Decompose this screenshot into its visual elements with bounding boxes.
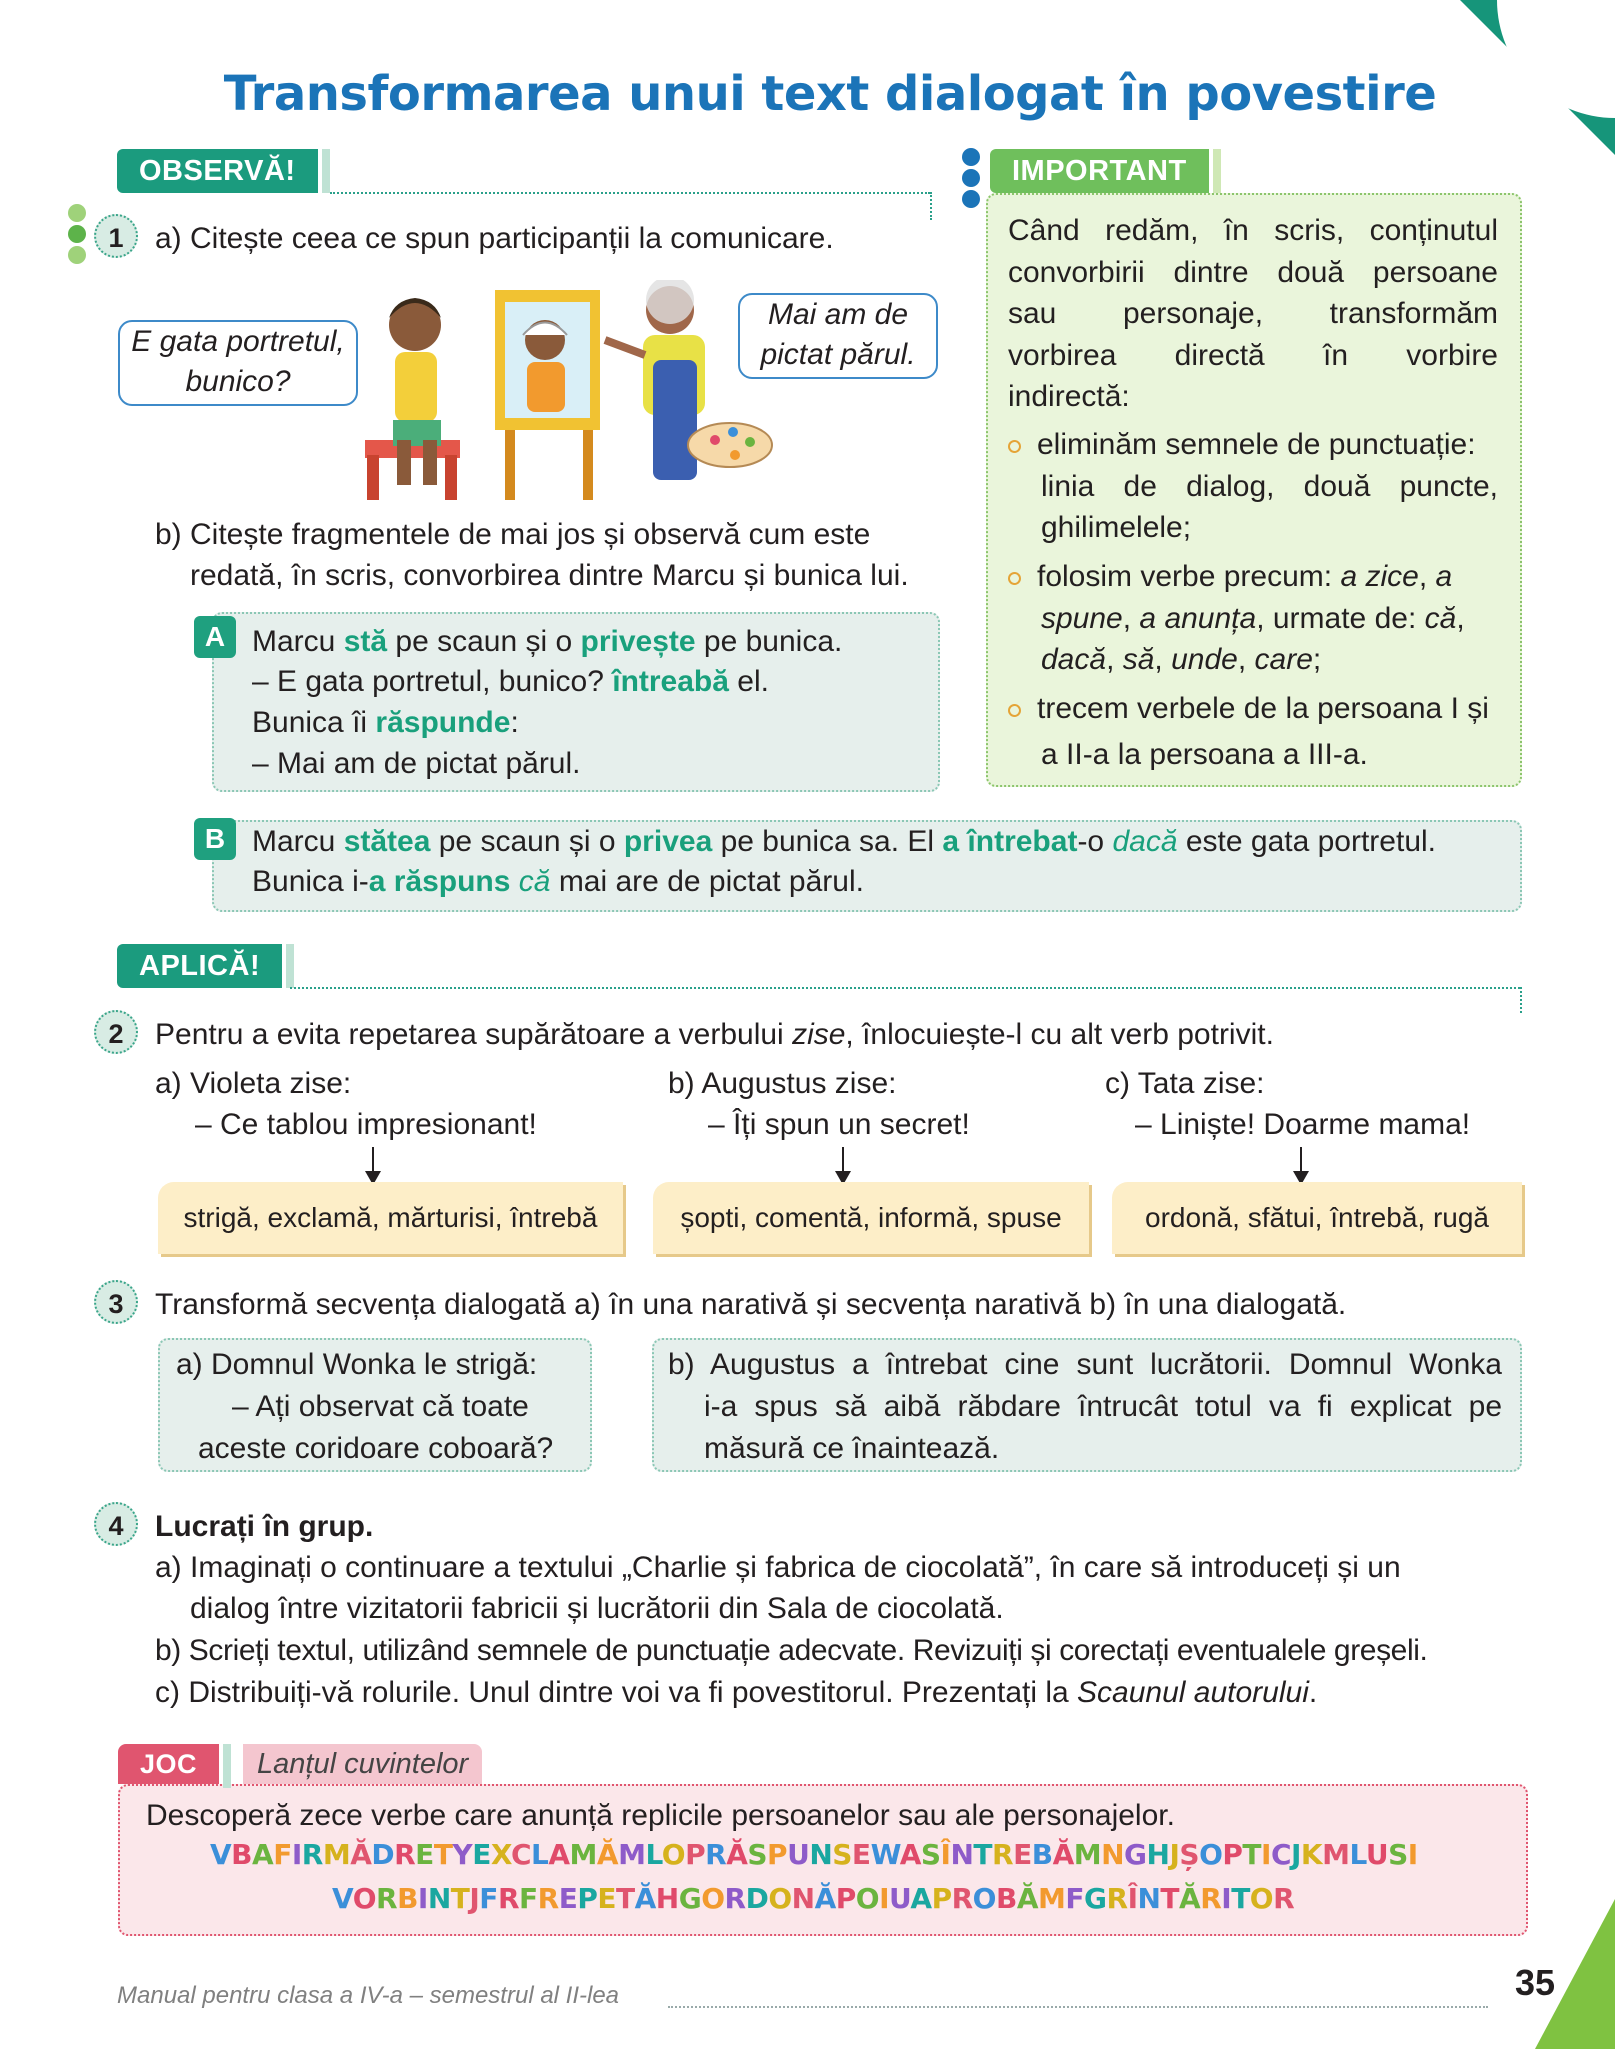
aplica-tag: APLICĂ! bbox=[117, 944, 282, 988]
footer-dotline bbox=[668, 2006, 1488, 2008]
word-chain-letter[interactable]: L bbox=[1349, 1838, 1366, 1871]
word-chain-letter[interactable]: U bbox=[889, 1882, 911, 1915]
word-chain-letter[interactable]: D bbox=[745, 1882, 769, 1915]
fragment-b-line2: Bunica i-a răspuns că mai are de pictat părul. bbox=[252, 865, 864, 898]
exercise-1-number: 1 bbox=[94, 214, 138, 258]
word-chain-letter[interactable]: K bbox=[1300, 1838, 1323, 1871]
word-chain-letter[interactable]: E bbox=[472, 1838, 491, 1871]
page-title: Transformarea unui text dialogat în povestire bbox=[223, 66, 1437, 122]
word-chain-letter[interactable]: R bbox=[376, 1882, 398, 1915]
word-chain-letter[interactable]: B bbox=[1031, 1838, 1053, 1871]
word-chain-letter[interactable]: C bbox=[1270, 1838, 1291, 1871]
word-chain-letter[interactable]: J bbox=[1291, 1838, 1301, 1871]
word-chain-letter[interactable]: F bbox=[479, 1882, 498, 1915]
page-number: 35 bbox=[1515, 1962, 1556, 2003]
word-chain-letter[interactable]: Ă bbox=[1016, 1882, 1038, 1915]
word-chain-letter[interactable]: N bbox=[950, 1838, 974, 1871]
word-chain-letter[interactable]: H bbox=[655, 1882, 679, 1915]
word-chain-letter[interactable]: B bbox=[231, 1838, 253, 1871]
word-chain-letter[interactable]: R bbox=[992, 1838, 1014, 1871]
word-chain-letter[interactable]: B bbox=[995, 1882, 1017, 1915]
word-chain-letter[interactable]: N bbox=[809, 1838, 833, 1871]
word-chain-letter[interactable]: F bbox=[519, 1882, 538, 1915]
word-chain-letter[interactable]: Ă bbox=[350, 1838, 372, 1871]
word-chain-letter[interactable]: R bbox=[394, 1838, 416, 1871]
illustration-portrait-painting bbox=[355, 280, 795, 505]
word-chain-letter[interactable]: L bbox=[645, 1838, 662, 1871]
word-chain-letter[interactable]: M bbox=[322, 1838, 351, 1871]
word-chain-letter[interactable]: D bbox=[371, 1838, 395, 1871]
observa-dotline-end bbox=[930, 192, 932, 220]
word-chain-letter[interactable]: M bbox=[569, 1838, 597, 1871]
word-chain-row-2[interactable] bbox=[332, 1882, 1294, 1915]
arrow-down-icon bbox=[372, 1147, 374, 1183]
word-chain-letter[interactable]: R bbox=[951, 1882, 973, 1915]
word-chain-letter[interactable]: H bbox=[1146, 1838, 1170, 1871]
word-chain-letter[interactable]: P bbox=[577, 1882, 598, 1915]
word-chain-letter[interactable]: U bbox=[1365, 1838, 1389, 1871]
ex2-text: Pentru a evita repetarea supărătoare a verbului zise, înlocuiește-l cu alt verb potrivit. bbox=[155, 1018, 1274, 1051]
ex3-b-text: b) Augustus a întrebat cine sunt lucrătorii. Domnul Wonka i-a spus să aibă răbdare întrucât totul va fi explicat pe măsură ce înaintează. bbox=[668, 1348, 1502, 1465]
important-tag: IMPORTANT bbox=[990, 149, 1209, 193]
word-chain-letter[interactable]: O bbox=[352, 1882, 376, 1915]
word-chain-letter[interactable]: V bbox=[332, 1882, 353, 1915]
word-chain-letter[interactable]: W bbox=[870, 1838, 900, 1871]
ex4-a-line1: a) Imaginați o continuare a textului „Charlie și fabrica de ciocolată”, în care să introduceți și un bbox=[155, 1551, 1401, 1584]
word-chain-letter[interactable]: T bbox=[1231, 1882, 1250, 1915]
verb-options-b: șopti, comentă, informă, spuse bbox=[653, 1182, 1089, 1254]
bubble-right-line2: pictat părul. bbox=[760, 338, 916, 371]
word-chain-letter[interactable]: T bbox=[450, 1882, 470, 1915]
word-chain-letter[interactable]: Ă bbox=[596, 1838, 619, 1871]
ex3-text: Transformă secvența dialogată a) în una narativă și secvența narativă b) în una dialogată. bbox=[155, 1288, 1347, 1321]
word-chain-letter[interactable]: E bbox=[415, 1838, 434, 1871]
word-chain-letter[interactable]: T bbox=[433, 1838, 453, 1871]
word-chain-letter[interactable]: O bbox=[855, 1882, 880, 1915]
word-chain-letter[interactable]: N bbox=[791, 1882, 815, 1915]
word-chain-letter[interactable]: C bbox=[510, 1838, 531, 1871]
ex1-b-line2: redată, în scris, convorbirea dintre Marcu și bunica lui. bbox=[190, 559, 909, 592]
word-chain-letter[interactable]: S bbox=[747, 1838, 768, 1871]
ex2-b-quote: – Îți spun un secret! bbox=[708, 1108, 970, 1141]
ex2-c-label: c) Tata zise: bbox=[1105, 1067, 1265, 1100]
verb-options-c: ordonă, sfătui, întrebă, rugă bbox=[1112, 1182, 1522, 1254]
important-bullet-1: eliminăm semnele de punctuație: linia de dialog, două puncte, ghilimelele; bbox=[1008, 424, 1498, 549]
word-chain-letter[interactable]: Ă bbox=[1179, 1882, 1201, 1915]
word-chain-letter[interactable]: G bbox=[1084, 1882, 1107, 1915]
word-chain-row-1[interactable] bbox=[210, 1838, 1418, 1871]
fragment-a-line3: Bunica îi răspunde: bbox=[252, 706, 519, 739]
word-chain-letter[interactable]: A bbox=[899, 1838, 921, 1871]
word-chain-letter[interactable]: T bbox=[973, 1838, 993, 1871]
important-intro: Când redăm, în scris, conținutul convorbirii dintre două persoane sau personaje, transformăm vorbirea directă în vorbire indirectă: bbox=[1008, 214, 1498, 413]
word-chain-letter[interactable]: Î bbox=[940, 1838, 951, 1871]
word-chain-letter[interactable]: B bbox=[397, 1882, 418, 1915]
word-chain-letter[interactable]: E bbox=[1013, 1838, 1032, 1871]
word-chain-letter[interactable]: R bbox=[497, 1882, 519, 1915]
word-chain-letter[interactable]: O bbox=[1199, 1838, 1223, 1871]
bubble-left-line2: bunico? bbox=[185, 365, 291, 398]
aplica-dotline bbox=[290, 987, 1520, 989]
word-chain-letter[interactable]: J bbox=[469, 1882, 480, 1915]
word-chain-letter[interactable]: U bbox=[787, 1838, 810, 1871]
blue-dots-icon bbox=[962, 148, 980, 211]
word-chain-letter[interactable]: S bbox=[1388, 1838, 1408, 1871]
word-chain-letter[interactable]: N bbox=[1137, 1882, 1161, 1915]
word-chain-letter[interactable]: M bbox=[1073, 1838, 1102, 1871]
word-chain-letter[interactable]: Ă bbox=[726, 1838, 748, 1871]
word-chain-letter[interactable]: Y bbox=[452, 1838, 473, 1871]
fragment-a-line2: – E gata portretul, bunico? întreabă el. bbox=[252, 665, 769, 698]
fragment-b-line1: Marcu stătea pe scaun și o privea pe bunica sa. El a întrebat-o dacă este gata portretul. bbox=[252, 825, 1437, 858]
word-chain-letter[interactable]: S bbox=[832, 1838, 852, 1871]
word-chain-letter[interactable]: O bbox=[972, 1882, 996, 1915]
word-chain-letter[interactable]: N bbox=[427, 1882, 451, 1915]
word-chain-letter[interactable]: Ș bbox=[1179, 1838, 1200, 1871]
bullet-icon bbox=[1008, 440, 1021, 453]
word-chain-letter[interactable]: R bbox=[724, 1882, 746, 1915]
ex2-b-label: b) Augustus zise: bbox=[668, 1067, 897, 1100]
word-chain-letter[interactable]: Ă bbox=[1052, 1838, 1074, 1871]
ex4-title: Lucrați în grup. bbox=[155, 1510, 374, 1543]
important-bullet-3: trecem verbele de la persoana I și a II-a la persoana a III-a. bbox=[1008, 686, 1498, 778]
word-chain-letter[interactable]: T bbox=[1242, 1838, 1262, 1871]
word-chain-letter[interactable]: A bbox=[252, 1838, 274, 1871]
word-chain-letter[interactable]: F bbox=[1065, 1882, 1085, 1915]
word-chain-letter[interactable]: E bbox=[597, 1882, 617, 1915]
word-chain-letter[interactable]: P bbox=[931, 1882, 952, 1915]
fragment-b-badge: B bbox=[194, 818, 236, 860]
word-chain-letter[interactable]: G bbox=[1124, 1838, 1147, 1871]
ex1-b-line1: b) Citește fragmentele de mai jos și observă cum este bbox=[155, 518, 871, 551]
observa-dotline bbox=[330, 192, 930, 194]
word-chain-letter[interactable]: G bbox=[678, 1882, 702, 1915]
word-chain-letter[interactable]: M bbox=[1038, 1882, 1066, 1915]
word-chain-letter[interactable]: M bbox=[618, 1838, 646, 1871]
exercise-2-number: 2 bbox=[94, 1010, 138, 1054]
word-chain-letter[interactable]: R bbox=[537, 1882, 559, 1915]
observa-tag: OBSERVĂ! bbox=[117, 149, 318, 193]
word-chain-letter[interactable]: M bbox=[1322, 1838, 1350, 1871]
word-chain-letter[interactable]: R bbox=[1200, 1882, 1222, 1915]
word-chain-letter[interactable]: I bbox=[1221, 1882, 1232, 1915]
word-chain-letter[interactable]: O bbox=[661, 1838, 686, 1871]
word-chain-letter[interactable]: L bbox=[531, 1838, 549, 1871]
ex3-a-text: a) Domnul Wonka le strigă: – Ați observat că toate aceste coridoare coboară? bbox=[176, 1348, 554, 1465]
word-chain-letter[interactable]: P bbox=[835, 1882, 856, 1915]
joc-subtitle: Lanțul cuvintelor bbox=[243, 1744, 482, 1784]
ex2-a-label: a) Violeta zise: bbox=[155, 1067, 352, 1100]
word-chain-letter[interactable]: P bbox=[767, 1838, 788, 1871]
ex2-c-quote: – Liniște! Doarme mama! bbox=[1135, 1108, 1471, 1141]
exercise-3-number: 3 bbox=[94, 1280, 138, 1324]
word-chain-letter[interactable]: S bbox=[920, 1838, 941, 1871]
word-chain-letter[interactable]: A bbox=[910, 1882, 932, 1915]
word-chain-letter[interactable]: X bbox=[490, 1838, 511, 1871]
word-chain-letter[interactable]: O bbox=[768, 1882, 792, 1915]
speech-bubble-left bbox=[118, 320, 358, 406]
word-chain-letter[interactable]: Î bbox=[1127, 1882, 1138, 1915]
word-chain-letter[interactable]: R bbox=[1273, 1882, 1295, 1915]
word-chain-letter[interactable]: I bbox=[417, 1882, 428, 1915]
word-chain-letter[interactable]: T bbox=[616, 1882, 635, 1915]
footer-text: Manual pentru clasa a IV-a – semestrul al II-lea bbox=[117, 1982, 620, 2009]
word-chain-letter[interactable]: T bbox=[1160, 1882, 1180, 1915]
ex2-a-quote: – Ce tablou impresionant! bbox=[195, 1108, 537, 1141]
word-chain-letter[interactable]: E bbox=[558, 1882, 578, 1915]
fragment-a-line1: Marcu stă pe scaun și o privește pe bunica. bbox=[252, 625, 843, 658]
green-dots-icon bbox=[68, 204, 86, 267]
word-chain-letter[interactable]: I bbox=[879, 1882, 890, 1915]
word-chain-letter[interactable]: P bbox=[1222, 1838, 1243, 1871]
verb-options-a: strigă, exclamă, mărturisi, întrebă bbox=[158, 1182, 623, 1254]
ex4-b: b) Scrieți textul, utilizând semnele de punctuație adecvate. Revizuiți și corectați eventualele greșeli. bbox=[155, 1634, 1428, 1667]
bubble-right-line1: Mai am de bbox=[767, 298, 909, 331]
word-chain-letter[interactable]: E bbox=[851, 1838, 871, 1871]
word-chain-letter[interactable]: N bbox=[1101, 1838, 1125, 1871]
word-chain-letter[interactable]: O bbox=[701, 1882, 725, 1915]
word-chain-letter[interactable]: A bbox=[548, 1838, 570, 1871]
word-chain-letter[interactable]: R bbox=[705, 1838, 727, 1871]
important-bullet-2: folosim verbe precum: a zice, a spune, a anunța, urmate de: că, dacă, să, unde, care; bbox=[1008, 556, 1498, 681]
ex4-a-line2: dialog între vizitatorii fabricii și lucrătorii din Sala de ciocolată. bbox=[190, 1592, 1004, 1625]
word-chain-letter[interactable]: R bbox=[1106, 1882, 1128, 1915]
arrow-down-icon bbox=[1300, 1147, 1302, 1183]
ex4-c: c) Distribuiți-vă rolurile. Unul dintre voi va fi povestitorul. Prezentați la Scaunul autorului. bbox=[155, 1676, 1318, 1709]
bullet-icon bbox=[1008, 704, 1021, 717]
joc-instruction: Descoperă zece verbe care anunță replicile persoanelor sau ale personajelor. bbox=[146, 1799, 1175, 1832]
bubble-left-line1: E gata portretul, bbox=[131, 325, 345, 358]
word-chain-letter[interactable]: Ă bbox=[814, 1882, 836, 1915]
word-chain-letter[interactable]: Ă bbox=[634, 1882, 656, 1915]
word-chain-letter[interactable]: I bbox=[1261, 1838, 1271, 1871]
bullet-icon bbox=[1008, 572, 1021, 585]
word-chain-letter[interactable]: R bbox=[301, 1838, 323, 1871]
word-chain-letter[interactable]: I bbox=[291, 1838, 302, 1871]
fragment-a-line4: – Mai am de pictat părul. bbox=[252, 747, 581, 780]
joc-tag: JOC bbox=[118, 1744, 219, 1784]
exercise-4-number: 4 bbox=[94, 1502, 138, 1546]
word-chain-letter[interactable]: J bbox=[1169, 1838, 1180, 1871]
word-chain-letter[interactable]: F bbox=[273, 1838, 292, 1871]
fragment-a-badge: A bbox=[194, 616, 236, 658]
word-chain-letter[interactable]: I bbox=[1407, 1838, 1418, 1871]
word-chain-letter[interactable]: V bbox=[210, 1838, 232, 1871]
ex1-a-text: a) Citește ceea ce spun participanții la comunicare. bbox=[155, 222, 834, 255]
word-chain-letter[interactable]: P bbox=[685, 1838, 706, 1871]
arrow-down-icon bbox=[842, 1147, 844, 1183]
aplica-dotline-end bbox=[1520, 987, 1522, 1013]
word-chain-letter[interactable]: O bbox=[1249, 1882, 1274, 1915]
